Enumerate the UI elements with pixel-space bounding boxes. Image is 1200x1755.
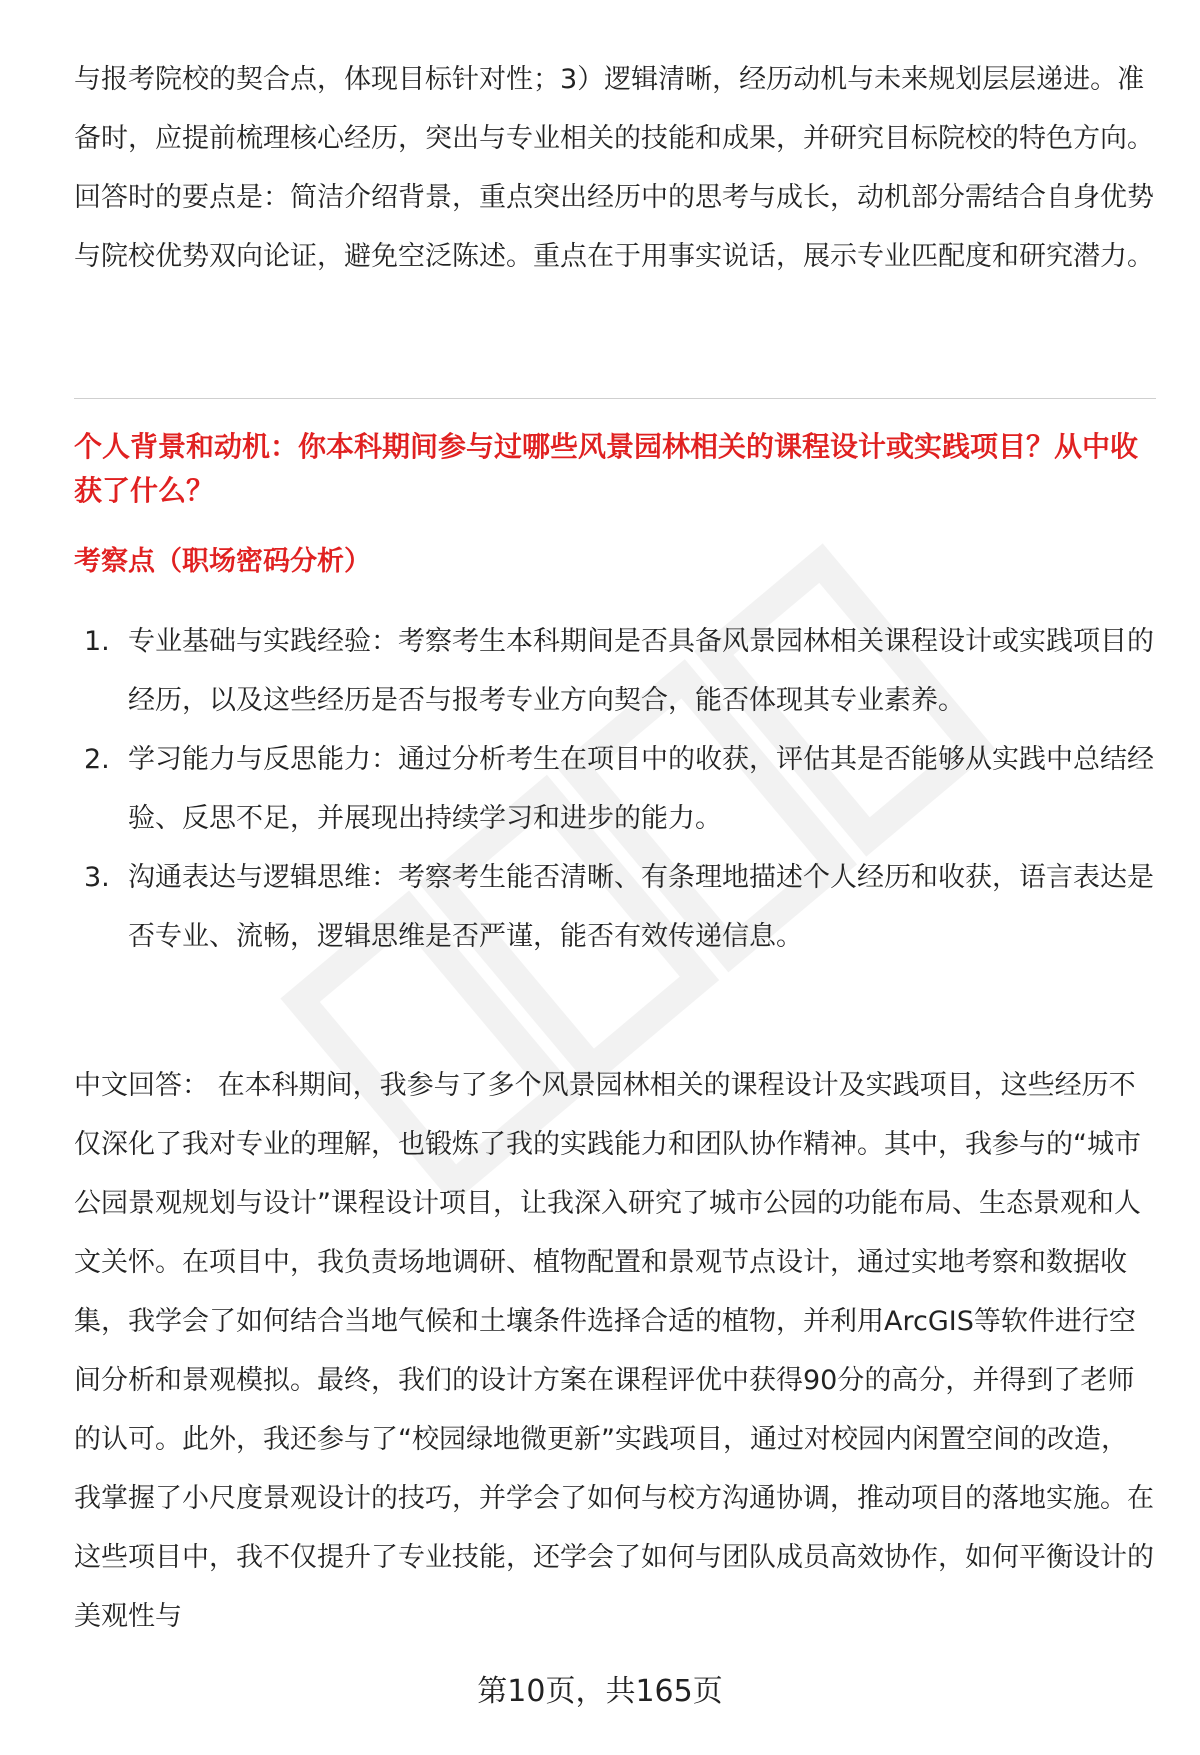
intro-paragraph: 与报考院校的契合点，体现目标针对性；3）逻辑清晰，经历动机与未来规划层层递进。准备时，应提前梳理核心经历，突出与专业相关的技能和成果，并研究目标院校的特色方向。回答时的要点是：简洁介绍背景，重点突出经历中的思考与成长，动机部分需结合自身优势与院校优势双向论证，避免空泛陈述。重点在于用事实说话，展示专业匹配度和研究潜力。 [74, 64, 1154, 272]
page-number-footer: 第10页，共165页 [477, 1674, 723, 1709]
interview-question: 个人背景和动机：你本科期间参与过哪些风景园林相关的课程设计或实践项目？从中收获了什么？ [74, 430, 1139, 507]
list-item-text: 专业基础与实践经验：考察考生本科期间是否具备风景园林相关课程设计或实践项目的经历，以及这些经历是否与报考专业方向契合，能否体现其专业素养。 [128, 626, 1154, 716]
analysis-heading: 考察点（职场密码分析） [74, 546, 371, 577]
list-item [74, 730, 1156, 848]
answer-paragraph: 中文回答： 在本科期间，我参与了多个风景园林相关的课程设计及实践项目，这些经历不仅深化了我对专业的理解，也锻炼了我的实践能力和团队协作精神。其中，我参与的“城市公园景观规划与设计”课程设计项目，让我深入研究了城市公园的功能布局、生态景观和人文关怀。在项目中，我负责场地调研、植物配置和景观节点设计，通过实地考察和数据收集，我学会了如何结合当地气候和土壤条件选择合适的植物，并利用ArcGIS等软件进行空间分析和景观模拟。最终，我们的设计方案在课程评优中获得90分的高分，并得到了老师的认可。此外，我还参与了“校园绿地微更新”实践项目，通过对校园内闲置空间的改造，我掌握了小尺度景观设计的技巧，并学会了如何与校方沟通协调，推动项目的落地实施。在这些项目中，我不仅提升了专业技能，还学会了如何与团队成员高效协作，如何平衡设计的美观性与 [74, 1070, 1154, 1632]
list-item-text: 沟通表达与逻辑思维：考察考生能否清晰、有条理地描述个人经历和收获，语言表达是否专业、流畅，逻辑思维是否严谨，能否有效传递信息。 [128, 862, 1154, 952]
list-item-number: 1. [84, 626, 110, 657]
list-item-number: 2. [84, 744, 110, 775]
analysis-list [74, 612, 1156, 966]
list-item [74, 612, 1156, 730]
list-item-number: 3. [84, 862, 110, 893]
section-divider [74, 398, 1156, 399]
list-item-text: 学习能力与反思能力：通过分析考生在项目中的收获，评估其是否能够从实践中总结经验、反思不足，并展现出持续学习和进步的能力。 [128, 744, 1154, 834]
list-item [74, 848, 1156, 966]
